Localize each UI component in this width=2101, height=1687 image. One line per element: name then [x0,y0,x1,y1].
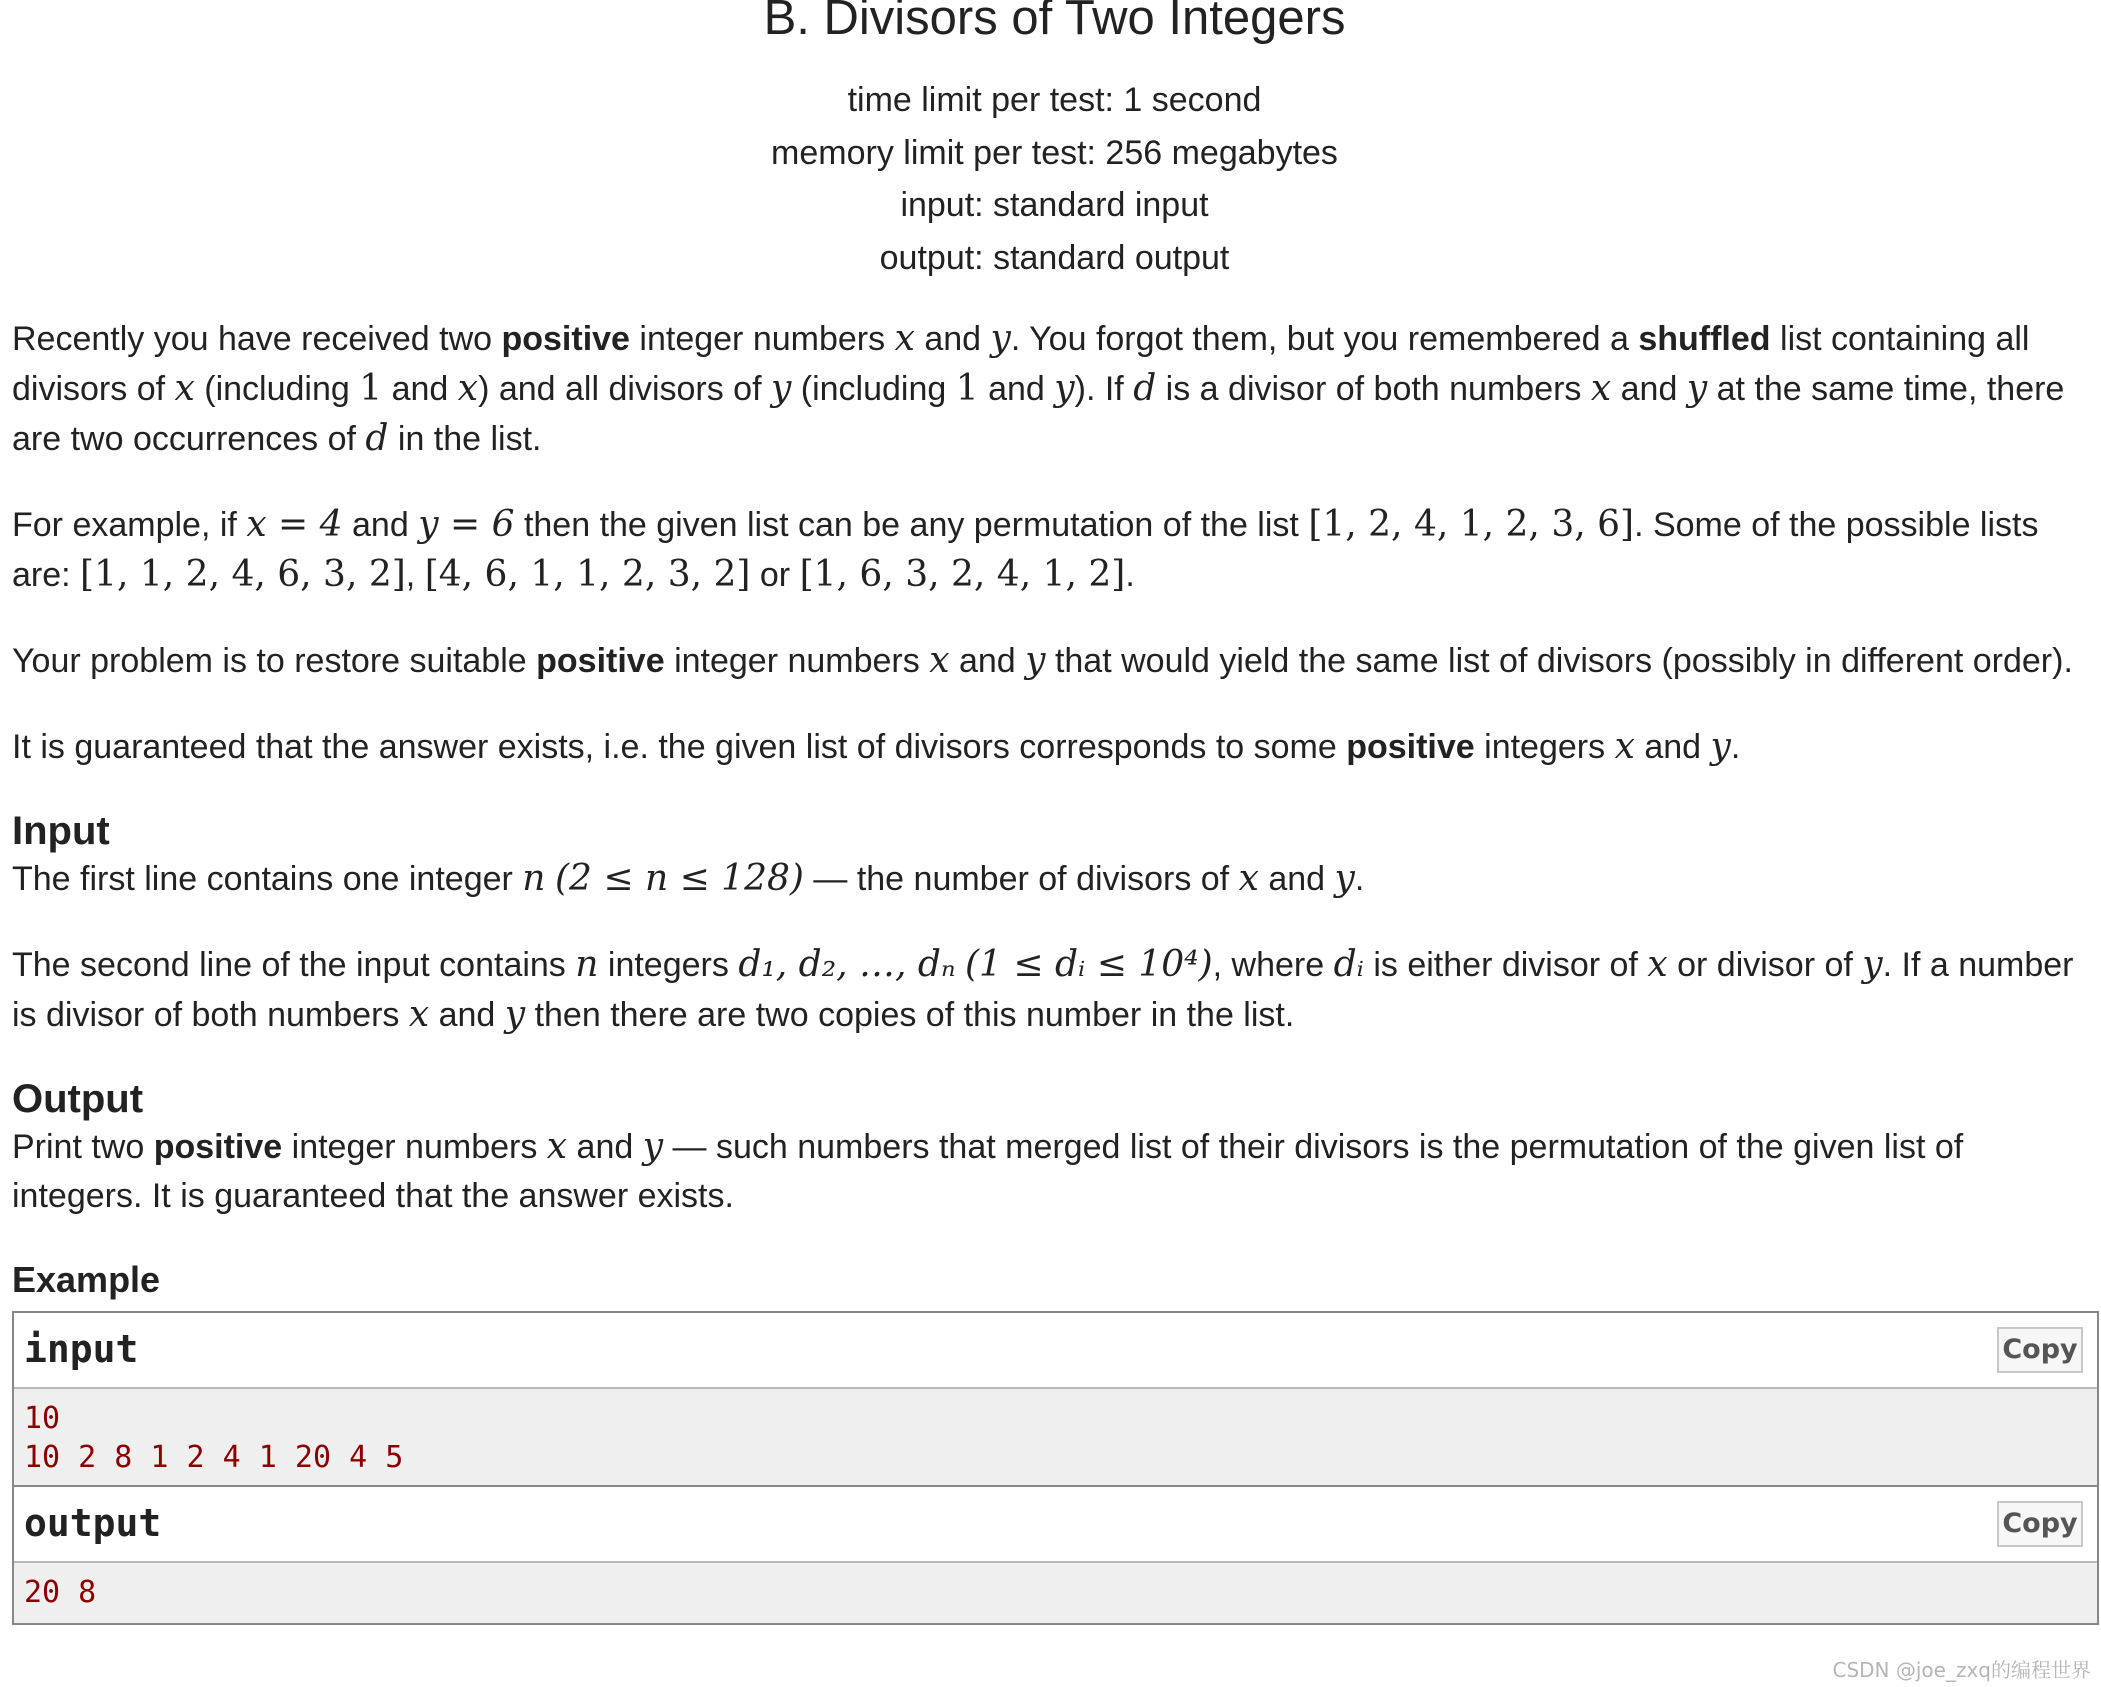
math-list: [1, 1, 2, 4, 6, 3, 2] [80,554,406,595]
text: or [750,556,800,594]
text: integer numbers [282,1128,547,1166]
text: . [1354,860,1365,898]
math-y: y [990,318,1011,359]
text: The first line contains one integer [12,860,523,898]
math-range: (1 ≤ dᵢ ≤ 10⁴) [965,944,1213,985]
text: Print two [12,1128,154,1166]
example-input-header [14,1313,2097,1389]
bold-text: positive [536,642,665,680]
output-paragraph-1 [12,1122,2087,1221]
text: It is guaranteed that the answer exists, i.e. the given list of divisors corresponds to some [12,728,1347,766]
problem-limits [12,74,2097,284]
math-d: d [365,418,389,459]
text: integer numbers [629,320,895,358]
text: at the same time, there are two occurrences of [12,370,2065,458]
statement-paragraph-3 [12,636,2087,686]
math-y: y [1334,858,1355,899]
example-input-content: 10 10 2 8 1 2 4 1 20 4 5 [14,1389,2097,1487]
text: — the number of divisors of [803,860,1239,898]
math-di: dᵢ [1333,944,1364,985]
statement-paragraph-4 [12,722,2087,772]
math-n: n [575,944,599,985]
example-section-title: Example [12,1259,161,1300]
problem-page [12,0,2097,1625]
text: ) and all divisors of [478,370,771,408]
text: ). If [1074,370,1134,408]
text: — such numbers that merged list of their divisors is the permutation of the given list of integers. It is guaranteed that the answer exists. [12,1128,1964,1215]
input-section-title: Input [12,809,110,853]
math-y: y [1054,368,1075,409]
input-paragraph-2 [12,940,2087,1040]
example-box [12,1311,2099,1625]
math-y: y [642,1126,664,1167]
text: integers [598,946,739,984]
text: . [1125,556,1135,594]
input-paragraph-1 [12,854,2087,904]
bold-text: shuffled [1638,320,1771,358]
example-output-header [14,1487,2097,1563]
text: and [949,642,1026,680]
math-y: y [1686,368,1708,409]
text: integers [1474,728,1615,766]
math-equation: y = 6 [418,504,515,545]
math-y: y [770,368,792,409]
bold-text: positive [501,320,630,358]
text: list containing all divisors of [12,320,2030,408]
math-y: y [1710,726,1731,767]
memory-limit: memory limit per test: 256 megabytes [771,133,1338,172]
math-list: [4, 6, 1, 1, 2, 3, 2] [424,554,751,595]
math-n: n [522,858,546,899]
text: and [382,370,458,408]
problem-title: B. Divisors of Two Integers [763,0,1346,45]
text: in the list. [388,420,542,458]
math-equation: x = 4 [246,504,343,545]
math-x: x [894,318,915,359]
copy-output-button[interactable]: Copy [1997,1501,2083,1547]
text: and [1611,370,1687,408]
text: is either divisor of [1363,946,1648,984]
statement-paragraph-2 [12,500,2087,600]
text: that would yield the same list of divisors (possibly in different order). [1045,642,2073,680]
math-x: x [1590,368,1612,409]
problem-statement [12,314,2087,1221]
text: . [1730,728,1741,766]
text: The second line of the input contains [12,946,576,984]
text: then there are two copies of this number in the list. [525,996,1295,1034]
example-output-label: output [24,1501,162,1545]
text: , [405,556,425,594]
math-x: x [1614,726,1635,767]
math-y: y [1862,944,1883,985]
text: and [429,996,505,1034]
text: For example, if [12,506,247,544]
text: and [567,1128,643,1166]
watermark: CSDN @joe_zxq的编程世界 [1832,1658,2091,1682]
text: and [914,320,991,358]
text: (including [791,370,956,408]
example-input-label: input [24,1327,139,1371]
text: is a divisor of both numbers [1156,370,1591,408]
math-x: x [1238,858,1259,899]
text: then the given list can be any permutation of the list [514,506,1309,544]
text: . Some of the possible lists are: [12,506,2039,594]
copy-input-button[interactable]: Copy [1997,1327,2083,1373]
text: Recently you have received two [12,320,502,358]
math-list: [1, 2, 4, 1, 2, 3, 6] [1308,504,1635,545]
statement-paragraph-1 [12,314,2087,464]
math-x: x [457,368,479,409]
input-spec: input: standard input [900,186,1209,224]
output-section-title: Output [12,1077,144,1121]
example-output-content: 20 8 [14,1563,2097,1625]
text: integer numbers [664,642,930,680]
bold-text: positive [153,1128,283,1166]
math-sequence: d₁, d₂, …, dₙ [738,944,956,985]
math-list: [1, 6, 3, 2, 4, 1, 2] [799,554,1126,595]
math-d: d [1133,368,1157,409]
output-spec: output: standard output [879,238,1230,277]
math-x: x [929,640,950,681]
math-x: x [408,994,430,1035]
text: . If a number is divisor of both numbers [12,946,2074,1034]
text: and [1258,860,1335,898]
math-x: x [546,1126,568,1167]
text: and [978,370,1055,408]
math-x: x [174,368,195,409]
math-y: y [504,994,526,1035]
math-y: y [1025,640,1046,681]
bold-text: positive [1346,728,1475,766]
math-one: 1 [359,368,383,409]
text: Your problem is to restore suitable [12,642,537,680]
text: (including [194,370,360,408]
text: or divisor of [1667,946,1863,984]
time-limit: time limit per test: 1 second [847,81,1262,119]
text: , where [1212,946,1334,984]
text: and [1634,728,1711,766]
text: and [342,506,419,544]
text: . You forgot them, but you remembered a [1010,320,1639,358]
math-one: 1 [955,368,979,409]
math-range: (2 ≤ n ≤ 128) [554,858,804,899]
math-x: x [1647,944,1668,985]
